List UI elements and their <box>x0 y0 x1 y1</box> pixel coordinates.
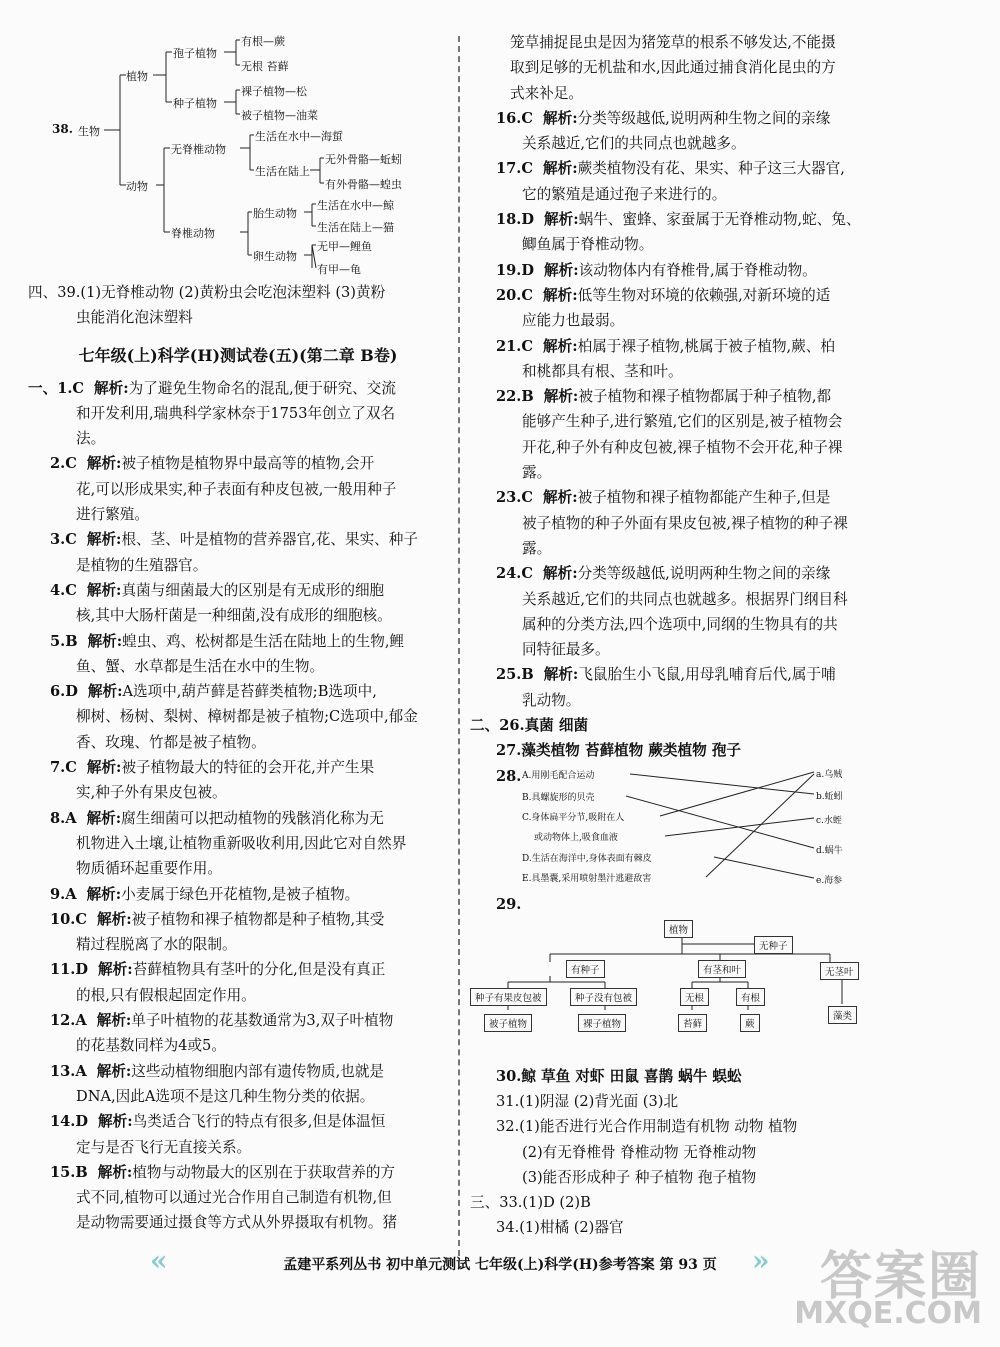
answer-line: 关系越近,它们的共同点也就越多。根据界门纲目科 <box>522 590 848 608</box>
answer-line <box>470 384 900 409</box>
q28-matching <box>470 764 900 892</box>
q38-land: 生活在陆上 <box>255 165 310 178</box>
q28-left-c: C.身体扁平分节,吸附在人 <box>522 812 625 823</box>
answer-label: 解析: <box>543 565 578 583</box>
answer-number: 5.B <box>50 632 78 650</box>
answer-number: 一、1.C <box>28 379 85 397</box>
answer-number: 6.D <box>50 683 78 701</box>
q38-angio: 被子植物—油菜 <box>241 109 318 122</box>
answer-line <box>28 1059 448 1084</box>
left-answer-list <box>28 376 448 1236</box>
q38-animal: 动物 <box>126 180 148 193</box>
answer-text: 低等生物对环境的依赖强,对新环境的适 <box>577 286 831 304</box>
answer-text: 腐生细菌可以把动植物的残骸消化称为无 <box>121 809 384 827</box>
answer-line: 的根,只有假根起固定作用。 <box>76 986 256 1004</box>
answer-number: 4.C <box>50 581 77 599</box>
q33: 三、33.(1)D (2)B <box>470 1194 591 1212</box>
answer-line <box>470 334 900 359</box>
q28-left-c2: 或动物体上,吸食血液 <box>534 832 618 843</box>
column-divider <box>458 36 460 1256</box>
answer-label: 解析: <box>543 109 578 127</box>
answer-line <box>28 957 448 982</box>
answer-number: 9.A <box>50 885 77 903</box>
answer-line <box>28 578 448 603</box>
answer-number: 24.C <box>496 565 534 583</box>
answer-text: 单子叶植物的花基数通常为3,双子叶植物 <box>131 1012 394 1030</box>
answer-text: 蝗虫、鸡、松树都是生活在陆地上的生物,鲤 <box>122 632 405 650</box>
answer-line: 核,其中大肠杆菌是一种细菌,没有成形的细胞核。 <box>76 607 392 625</box>
answer-number: 2.C <box>50 455 77 473</box>
answer-line <box>28 1008 448 1033</box>
answer-line: 机物进入土壤,让植物重新吸收利用,因此它对自然界 <box>76 834 407 852</box>
answer-label: 解析: <box>543 160 578 178</box>
q38-ovi: 卵生动物 <box>253 250 297 263</box>
q28-right-c: c.水蛭 <box>816 815 842 826</box>
q28-left-a: A.用刚毛配合运动 <box>522 770 595 781</box>
answer-line <box>470 106 900 131</box>
q29-fern: 蕨 <box>740 1014 760 1032</box>
q38-no-armor: 无甲—鲤鱼 <box>317 240 372 253</box>
answer-label: 解析: <box>544 211 579 229</box>
answer-text: 该动物体内有脊椎骨,属于脊椎动物。 <box>578 261 817 279</box>
right-cont-line: 式来补足。 <box>510 84 583 102</box>
answer-label: 解析: <box>87 632 123 650</box>
answer-line <box>470 207 900 232</box>
q29-algae: 藻类 <box>828 1006 857 1024</box>
answer-label: 解析: <box>544 261 579 279</box>
answer-line: 同特征最多。 <box>522 641 610 659</box>
q27: 27.藻类植物 苔藓植物 蕨类植物 孢子 <box>496 742 741 760</box>
q29-plant: 植物 <box>664 920 693 938</box>
answer-text: 被子植物和裸子植物都属于种子植物,都 <box>578 388 832 406</box>
right-answer-list <box>470 106 900 713</box>
answer-number: 13.A <box>50 1062 87 1080</box>
answer-label: 解析: <box>86 531 122 549</box>
answer-number: 16.C <box>496 109 534 127</box>
q29-number: 29. <box>496 895 522 913</box>
answer-label: 解析: <box>86 809 122 827</box>
answer-number: 21.C <box>496 337 534 355</box>
answer-label: 解析: <box>96 1012 132 1030</box>
answer-line: 应能力也最弱。 <box>522 312 625 330</box>
q38-whale: 生活在水中—鲸 <box>317 199 394 212</box>
q29-no-root: 无根 <box>680 988 709 1006</box>
answer-line: 露。 <box>522 464 552 482</box>
q39-line1: 四、39.(1)无脊椎动物 (2)黄粉虫会吃泡沫塑料 (3)黄粉 <box>28 284 386 301</box>
q29-moss: 苔藓 <box>678 1014 707 1032</box>
answer-line <box>28 755 448 780</box>
answer-line: 鲫鱼属于脊椎动物。 <box>522 236 654 254</box>
answer-line: 香、玫瑰、竹都是被子植物。 <box>76 733 266 751</box>
answer-line: 式不同,植物可以通过光合作用自己制造有机物,但 <box>76 1189 392 1207</box>
q38-vivi: 胎生动物 <box>253 207 297 220</box>
answer-number: 25.B <box>496 666 534 684</box>
q29-angio: 被子植物 <box>484 1014 532 1032</box>
answer-line: 乳动物。 <box>522 691 581 709</box>
answer-text: 蕨类植物没有花、果实、种子这三大器官, <box>577 160 845 178</box>
answer-line: 它的繁殖是通过孢子来进行的。 <box>522 185 727 203</box>
q28-left-b: B.具螺旋形的贝壳 <box>522 792 595 803</box>
answer-line: 露。 <box>522 539 552 557</box>
left-column <box>28 30 448 1236</box>
answer-label: 解析: <box>97 1163 133 1181</box>
answer-label: 解析: <box>543 337 578 355</box>
q38-vert: 脊椎动物 <box>171 227 215 240</box>
answer-line <box>28 679 448 704</box>
q28-left-d: D.生活在海洋中,身体表面有棘皮 <box>522 853 652 864</box>
answer-number: 20.C <box>496 286 534 304</box>
answer-text: 蜗牛、蜜蜂、家蚕属于无脊椎动物,蛇、兔、 <box>578 211 861 229</box>
answer-text: 植物与动物最大的区别在于获取营养的方 <box>132 1163 396 1181</box>
answer-line: 精过程脱离了水的限制。 <box>76 936 237 954</box>
answer-line <box>470 662 900 687</box>
answer-number: 22.B <box>496 388 534 406</box>
answer-line <box>28 1160 448 1185</box>
answer-line: 花,可以形成果实,种子表面有种皮包被,一般用种子 <box>76 480 397 498</box>
answer-number: 11.D <box>50 961 89 979</box>
answer-label: 解析: <box>86 455 122 473</box>
answer-text: 被子植物是植物界中最高等的植物,会开 <box>121 455 375 473</box>
q29-has-seed: 有种子 <box>566 960 605 978</box>
answer-line: 和开发利用,瑞典科学家林奈于1753年创立了双名 <box>76 404 396 422</box>
right-column <box>470 30 900 1241</box>
footer-text: 孟建平系列丛书 初中单元测试 七年级(上)科学(H)参考答案 第 93 页 <box>283 1257 717 1273</box>
section-title: 七年级(上)科学(H)测试卷(五)(第二章 B卷) <box>78 345 398 365</box>
q38-invert: 无脊椎动物 <box>171 143 226 156</box>
answer-number: 18.D <box>496 211 535 229</box>
answer-label: 解析: <box>86 759 122 777</box>
answer-label: 解析: <box>96 1062 132 1080</box>
prev-arrow-icon: « <box>150 1244 168 1277</box>
q29-stem-leaf: 有茎和叶 <box>698 960 746 978</box>
answer-text: 柏属于裸子植物,桃属于被子植物,蕨、柏 <box>577 337 835 355</box>
answer-text: 为了避免生物命名的混乱,便于研究、交流 <box>128 379 396 397</box>
answer-line <box>470 258 900 283</box>
answer-number: 10.C <box>50 910 88 928</box>
answer-line: DNA,因此A选项不是这几种生物分类的依据。 <box>76 1087 375 1105</box>
answer-label: 解析: <box>86 885 122 903</box>
q38-shell: 有外骨骼—蝗虫 <box>325 178 402 191</box>
q28-right-a: a.乌贼 <box>816 769 843 780</box>
answer-line: 进行繁殖。 <box>76 506 149 524</box>
q28-right-d: d.蜗牛 <box>816 845 843 856</box>
answer-number: 7.C <box>50 759 77 777</box>
answer-line: 物质循环起重要作用。 <box>76 860 222 878</box>
answer-number: 12.A <box>50 1012 87 1030</box>
q32-line: (2)有无脊椎骨 脊椎动物 无脊椎动物 <box>522 1143 757 1161</box>
right-cont-line: 取到足够的无机盐和水,因此通过捕食消化昆虫的方 <box>510 59 836 77</box>
answer-text: 鸟类适合飞行的特点有很多,但是体温恒 <box>132 1113 386 1131</box>
answer-label: 解析: <box>97 910 132 928</box>
q38-no-shell: 无外骨骼—蚯蚓 <box>325 153 402 166</box>
answer-line <box>28 1109 448 1134</box>
answer-line: 能够产生种子,进行繁殖,它们的区别是,被子植物会 <box>522 413 843 431</box>
q29-no-stem-leaf: 无茎叶 <box>820 962 859 980</box>
answer-line: 柳树、杨树、梨树、樟树都是被子植物;C选项中,郁金 <box>76 708 418 726</box>
q29-classification <box>470 892 900 1064</box>
answer-line: 关系越近,它们的共同点也就越多。 <box>522 135 746 153</box>
q38-number: 38. <box>52 122 73 136</box>
answer-label: 解析: <box>98 961 133 979</box>
answer-line: 是植物的生殖器官。 <box>76 556 208 574</box>
answer-number: 19.D <box>496 261 535 279</box>
q29-seed-naked: 种子没有包被 <box>570 988 637 1006</box>
answer-line <box>28 376 448 401</box>
answer-line <box>28 629 448 654</box>
answer-line: 和桃都具有根、茎和叶。 <box>522 362 683 380</box>
answer-label: 解析: <box>543 489 578 507</box>
answer-line <box>28 451 448 476</box>
watermark-url: MXQE.COM <box>794 1296 982 1331</box>
q38-gymno: 裸子植物—松 <box>241 85 307 98</box>
answer-line: 实,种子外有果皮包被。 <box>76 784 227 802</box>
answer-line <box>470 283 900 308</box>
answer-number: 23.C <box>496 489 534 507</box>
answer-label: 解析: <box>94 379 129 397</box>
answer-label: 解析: <box>543 286 578 304</box>
q38-root: 生物 <box>78 125 100 138</box>
q28-number: 28. <box>496 767 522 785</box>
q34: 34.(1)柑橘 (2)器官 <box>496 1219 624 1237</box>
answer-text: 被子植物和裸子植物都是种子植物,其受 <box>131 910 385 928</box>
answer-number: 17.C <box>496 160 534 178</box>
answer-text: 小麦属于绿色开花植物,是被子植物。 <box>121 885 360 903</box>
q38-armor: 有甲—龟 <box>317 263 361 276</box>
answer-text: 真菌与细菌最大的区别是有无成形的细胞 <box>121 581 385 599</box>
q38-root-stem: 有根—蕨 <box>241 35 285 48</box>
answer-line <box>28 907 448 932</box>
answer-line <box>470 485 900 510</box>
answer-number: 3.C <box>50 531 77 549</box>
q38-water: 生活在水中—海蜇 <box>255 130 343 143</box>
q28-right-b: b.蚯蚓 <box>816 791 843 802</box>
answer-line <box>28 882 448 907</box>
answer-line <box>470 156 900 181</box>
answer-number: 8.A <box>50 809 77 827</box>
watermark-logo: 答案圈 <box>819 1247 982 1307</box>
q30: 30.鲸 草鱼 对虾 田鼠 喜鹊 蜗牛 蜈蚣 <box>496 1067 742 1085</box>
right-cont-line: 笼草捕捉昆虫是因为猪笼草的根系不够发达,不能摄 <box>510 34 836 51</box>
answer-line: 被子植物的种子外面有果皮包被,裸子植物的种子裸 <box>522 514 848 532</box>
answer-line: 法。 <box>76 430 106 448</box>
q28-left-e: E.具墨囊,采用喷射墨汁逃避敌害 <box>522 873 652 884</box>
q31: 31.(1)阴湿 (2)背光面 (3)北 <box>496 1092 679 1110</box>
q29-no-seed: 无种子 <box>754 936 793 954</box>
answer-line <box>28 806 448 831</box>
answer-text: 被子植物和裸子植物都能产生种子,但是 <box>577 489 831 507</box>
answer-number: 14.D <box>50 1113 89 1131</box>
q32-line: 32.(1)能否进行光合作用制造有机物 动物 植物 <box>496 1118 798 1136</box>
q38-plant: 植物 <box>126 70 148 83</box>
answer-text: 根、茎、叶是植物的营养器官,花、果实、种子 <box>121 531 418 549</box>
q39-line2: 虫能消化泡沫塑料 <box>76 309 193 327</box>
answer-line <box>28 527 448 552</box>
answer-label: 解析: <box>86 581 122 599</box>
answer-line <box>470 561 900 586</box>
answer-text: 飞鼠胎生小飞鼠,用母乳哺育后代,属于哺 <box>578 666 836 684</box>
q26: 二、26.真菌 细菌 <box>470 717 589 735</box>
answer-line: 定与是否飞行无直接关系。 <box>76 1138 252 1156</box>
answer-text: 被子植物最大的特征的会开花,并产生果 <box>121 759 375 777</box>
classification-tree-38 <box>28 30 448 280</box>
answer-text: A选项中,葫芦藓是苔藓类植物;B选项中, <box>122 683 377 701</box>
q29-gymno: 裸子植物 <box>578 1014 626 1032</box>
answer-label: 解析: <box>98 1113 133 1131</box>
answer-text: 苔藓植物具有茎叶的分化,但是没有真正 <box>132 961 386 979</box>
answer-line: 的花基数同样为4或5。 <box>76 1037 226 1055</box>
answer-line: 开花,种子外有种皮包被,裸子植物不会开花,种子裸 <box>522 438 843 456</box>
next-arrow-icon: » <box>752 1244 770 1277</box>
answer-label: 解析: <box>543 388 579 406</box>
answer-number: 15.B <box>50 1163 88 1181</box>
q32-line: (3)能否形成种子 种子植物 孢子植物 <box>522 1168 757 1186</box>
q38-cat: 生活在陆上—猫 <box>317 221 394 234</box>
answer-label: 解析: <box>543 666 579 684</box>
q29-seed-covered: 种子有果皮包被 <box>470 988 547 1006</box>
q38-no-root: 无根 苔藓 <box>241 60 289 73</box>
q28-right-e: e.海参 <box>816 875 843 886</box>
answer-text: 分类等级越低,说明两种生物之间的亲缘 <box>577 109 831 127</box>
answer-text: 分类等级越低,说明两种生物之间的亲缘 <box>577 565 831 583</box>
q29-has-root: 有根 <box>736 988 765 1006</box>
answer-text: 这些动植物细胞内部有遗传物质,也就是 <box>131 1062 385 1080</box>
q38-spore: 孢子植物 <box>173 47 217 60</box>
answer-line: 是动物需要通过摄食等方式从外界摄取有机物。猪 <box>76 1214 398 1232</box>
answer-line: 属种的分类方法,四个选项中,同纲的生物具有的共 <box>522 615 838 633</box>
answer-label: 解析: <box>87 683 123 701</box>
answer-line: 鱼、蟹、水草都是生活在水中的生物。 <box>76 657 325 675</box>
q38-seed: 种子植物 <box>173 97 217 110</box>
